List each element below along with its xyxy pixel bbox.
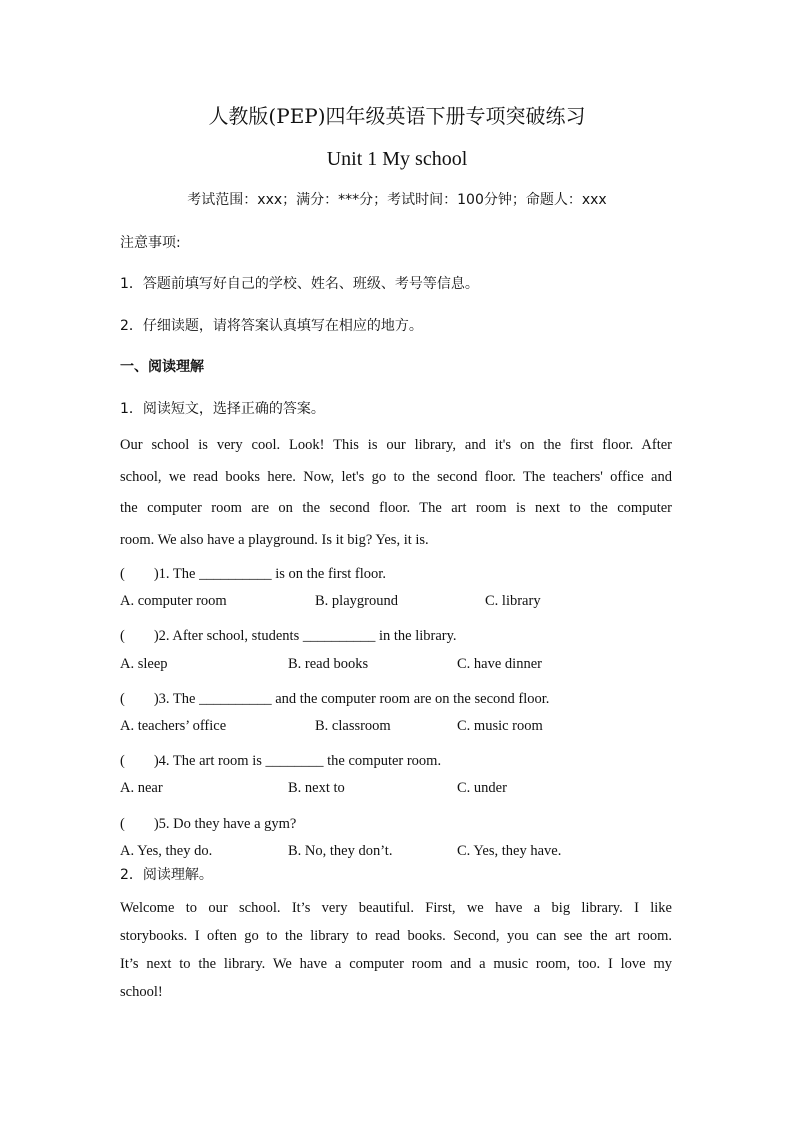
question-5-option-a: A. Yes, they do. [120,843,213,859]
task2-instruction: 2．阅读理解。 [120,867,213,883]
question-1-option-b: B. playground [315,593,398,609]
note-item-1: 1．答题前填写好自己的学校、姓名、班级、考号等信息。 [120,276,479,292]
question-4-option-a: A. near [120,780,163,796]
question-1-option-a: A. computer room [120,593,227,609]
question-1-option-c: C. library [485,593,541,609]
passage-line: storybooks. I often go to the library to read books. Second, you can see the art room. [120,928,672,944]
question-5-option-c: C. Yes, they have. [457,843,562,859]
question-5: ( )5. Do they have a gym? [120,816,297,832]
passage-line: Our school is very cool. Look! This is our library, and it's on the first floor. After [120,437,672,453]
task1-instruction: 1．阅读短文，选择正确的答案。 [120,401,325,417]
question-3: ( )3. The __________ and the computer room are on the second floor. [120,691,550,707]
question-2: ( )2. After school, students __________ in the library. [120,628,457,644]
question-2-option-b: B. read books [288,656,369,672]
question-4-option-b: B. next to [288,780,345,796]
question-4-option-c: C. under [457,780,507,796]
unit-title: Unit 1 My school [326,148,468,170]
question-3-option-a: A. teachers’ office [120,718,227,734]
question-2-option-a: A. sleep [120,656,168,672]
passage-line: It’s next to the library. We have a computer room and a music room, too. I love my [120,956,672,972]
note-item-2: 2．仔细读题，请将答案认真填写在相应的地方。 [120,318,423,334]
task1-passage [120,430,672,556]
question-4: ( )4. The art room is ________ the computer room. [120,753,442,769]
passage-line: school! [120,984,163,1000]
task2-passage [120,894,672,1006]
notes-heading: 注意事项: [120,235,181,251]
exam-info: 考试范围：xxx；满分：***分；考试时间：100分钟；命题人：xxx [187,192,607,208]
passage-line: Welcome to our school. It’s very beautiful. First, we have a big library. I like [120,900,672,916]
section-heading: 一、阅读理解 [120,359,204,375]
page-title: 人教版(PEP)四年级英语下册专项突破练习 [208,104,586,128]
question-2-option-c: C. have dinner [457,656,542,672]
question-3-option-c: C. music room [457,718,543,734]
question-5-option-b: B. No, they don’t. [288,843,393,859]
question-1: ( )1. The __________ is on the first floor. [120,566,386,582]
passage-line: school, we read books here. Now, let's go to the second floor. The teachers' office and [120,468,672,485]
question-3-option-b: B. classroom [315,718,391,734]
passage-line: the computer room are on the second floor. The art room is next to the computer [120,500,672,516]
passage-line: room. We also have a playground. Is it big? Yes, it is. [120,531,429,548]
